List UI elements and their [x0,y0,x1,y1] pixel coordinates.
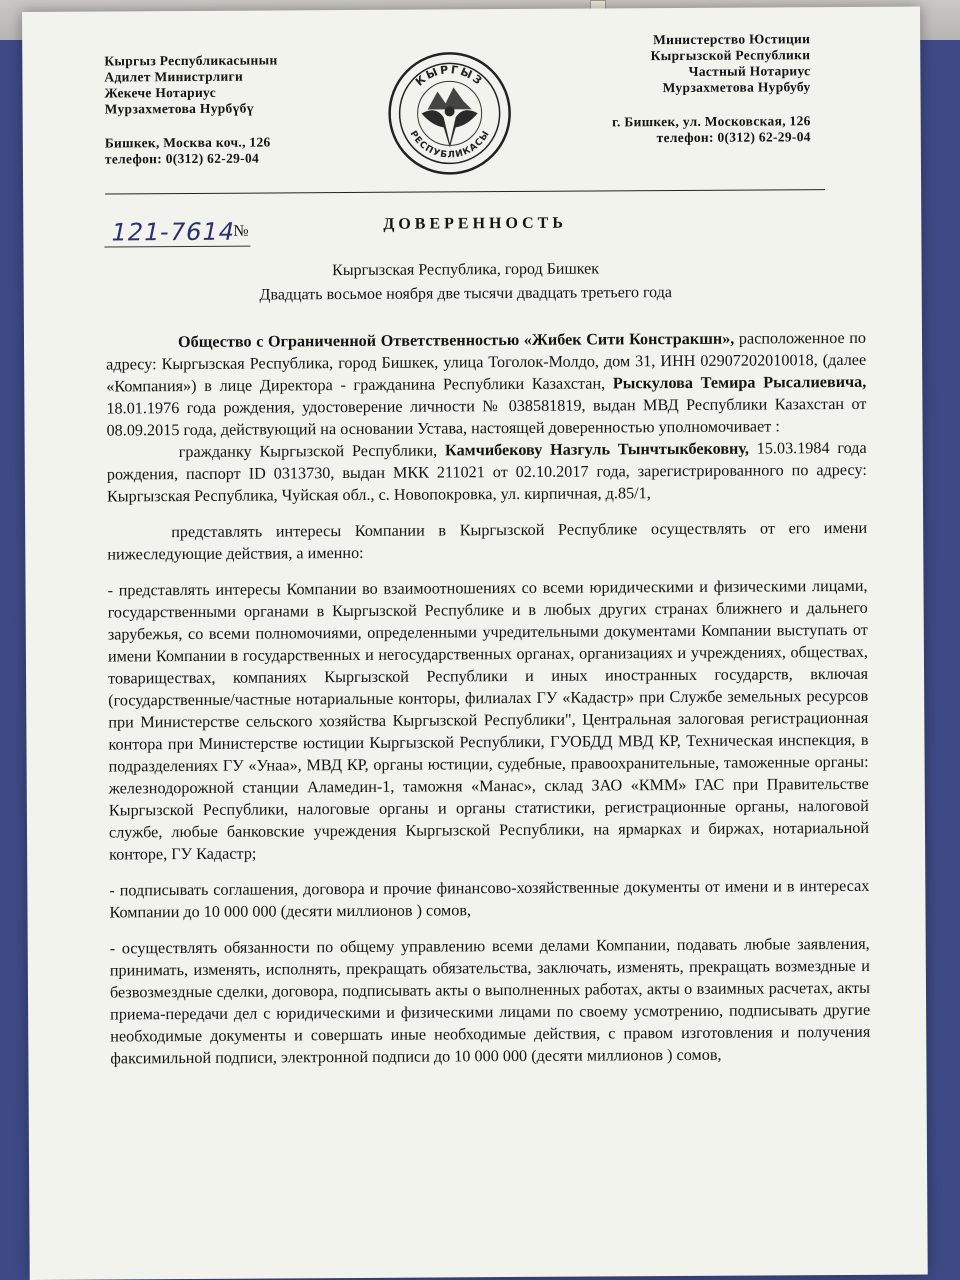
svg-text:РЕСПУБЛИКАСЫ: РЕСПУБЛИКАСЫ [407,128,493,161]
header-right-address: г. Бишкек, ул. Московская, 126 [612,113,811,130]
principal-text-b: 18.01.1976 года рождения, удостоверение личности № 038581819, выдан МВД Республики Казахстан от 08.09.2015 года, действующий на основании Устава, настоящей доверенностью уполномочивает : [106,394,867,440]
paragraph-authority: представлять интересы Компании в Кыргызской Республике осуществлять от его имени нижеследующие действия, а именно: [107,518,868,564]
attorney-name: Камчибекову Назгуль Тынчтыкбековну, [444,439,749,460]
header-left-address: Бишкек, Москва коч., 126 [104,134,271,151]
company-name: Общество с Ограниченной Ответственностью «Жибек Сити Констракшн», [177,329,735,352]
document-title: ДОВЕРЕННОСТЬ [383,214,567,233]
header-divider [105,189,825,194]
document-body [106,327,870,1070]
state-emblem-icon [387,51,512,176]
number-sign: № [233,222,249,240]
header-left-line1: Кыргыз Республикасынын [104,52,278,69]
svg-text:КЫРГЫЗ: КЫРГЫЗ [413,63,486,89]
director-name: Рыскулова Темира Рысалиевича, [612,372,867,393]
header-right-line2: Кыргызской Республики [650,47,811,64]
paragraph-attorney [107,437,867,508]
handwritten-reg-number: 121-7614 [104,218,256,248]
header-right-phone: телефон: 0(312) 62-29-04 [656,129,811,146]
header-left-phone: телефон: 0(312) 62-29-04 [104,150,260,167]
place-line: Кыргызская Республика, город Бишкек [332,260,600,280]
header-right-russian [612,31,811,146]
document-page [22,7,928,1280]
header-right-line3: Частный Нотариус [688,63,811,79]
attorney-text-a: гражданку Кыргызской Республики, [178,441,446,462]
principal-text-a: расположенное по адресу: Кыргызская Республика, город Бишкек, улица Тоголок-Молдо, дом 31, ИНН 02907202010018, (далее «Компания») в лице Директора - гражданина Республики Казахстан, [106,328,867,396]
header-left-line2: Адилет Министрлиги [104,68,244,85]
header-left-kyrgyz [104,52,278,167]
attorney-text-b: 15.03.1984 года рождения, паспорт ID 0313730, выдан МКК 211021 от 02.10.2017 года, зарегистрированного по адресу: Кыргызская Республика, Чуйская обл., с. Новопокровка, ул. кирпичная, д.85/1, [106,438,867,506]
date-line: Двадцать восьмое ноября две тысячи двадцать третьего года [259,284,672,304]
header-left-line3: Жекече Нотариус [104,84,217,101]
paragraph-powers-manage: - осуществлять обязанности по общему управлению всеми делами Компании, подавать любые заявления, принимать, изменять, исполнять, прекращать обязательства, заключать, изменять, прекращать возмездные и безвозмездные сделки, договора, подписывать акты о выполненных работах, акты о взаимных расчетах, акты приема-передачи дел с юридическими и физическими лицами по своему усмотрению, подписывать другие необходимые документы и совершать иные необходимые действия, с правом изготовления и получения факсимильной подписи, электронной подписи до 10 000 000 (десяти миллионов ) сомов, [109,934,871,1068]
header-right-line1: Министерство Юстиции [653,31,811,48]
paragraph-powers-sign: - подписывать соглашения, договора и прочие финансово-хозяйственные документы от имени и в интересах Компании до 10 000 000 (десяти миллионов ) сомов, [109,876,870,922]
paragraph-powers-represent: - представлять интересы Компании во взаимоотношениях со всеми юридическими и физическими лицами, государственными органами в Кыргызской Республике и в любых других странах ближнего и дальнего зарубежья, со всеми полномочиями, определенными учредительными документами Компании выступать от имени Компании в государственных и негосударственных органах, организациях и учреждениях, обществах, товариществах, компаниях Кыргызской Республики и иных иностранных государств, включая (государственные/частные нотариальные конторы, филиалах ГУ «Кадастр» при Службе земельных ресурсов при Министерстве сельского хозяйства Кыргызской Республики", Центральная залоговая регистрационная контора при Министерстве юстиции Кыргызской Республики, ГУОБДД МВД КР, Техническая инспекция, в подразделениях ГУ «Унаа», МВД КР, органы юстиции, судебные, правоохранительные, таможенные органы: железнодорожной станции Аламедин-1, таможня «Манас», склад ЗАО «КММ» ГАС при Правительстве Кыргызской Республики, налоговые органы и органы статистики, регистрационные органы, налоговой службе, любые банковские учреждения Кыргызской Республики, на ярмарках и биржах, нотариальной конторе, ГУ Кадастр; [107,576,870,864]
paragraph-principal [106,327,867,442]
header-left-line4: Мурзахметова Нурбүбү [104,100,254,117]
header-right-line4: Мурзахметова Нурбубу [662,79,811,96]
